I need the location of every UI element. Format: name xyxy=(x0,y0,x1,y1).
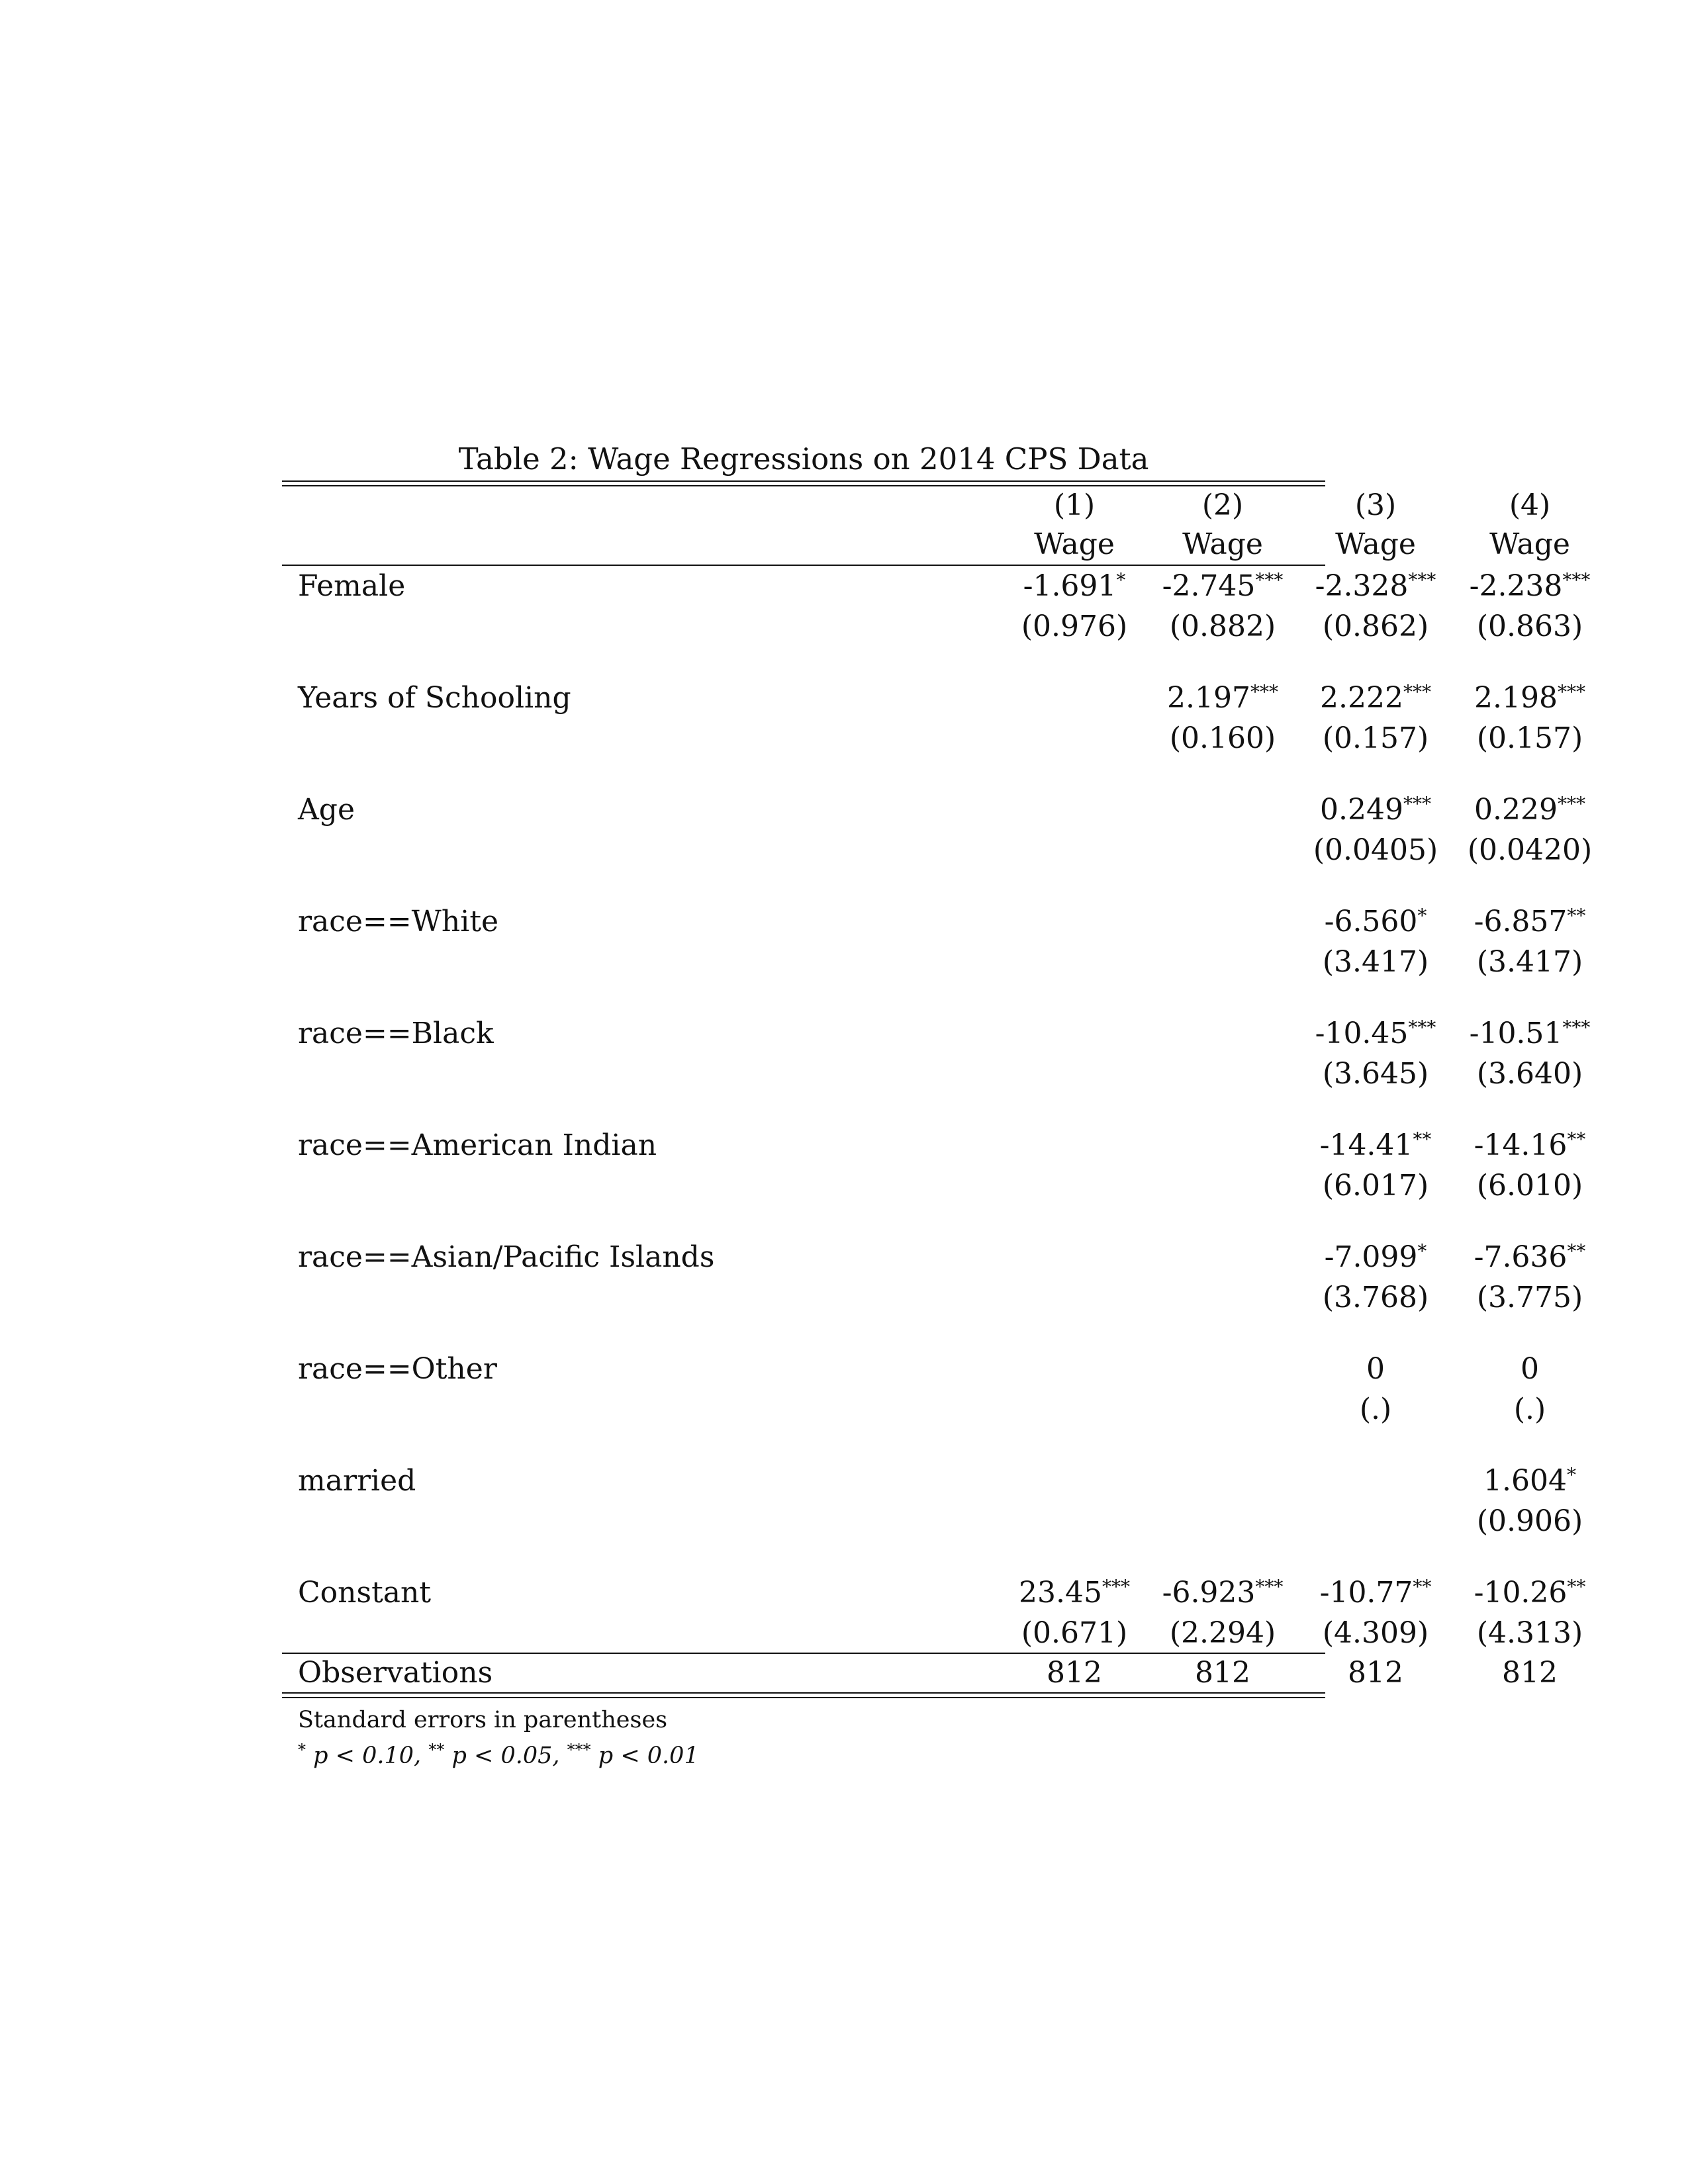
coefficient-value: 2.222 xyxy=(1320,681,1403,715)
standard-error-cell: (4.309) xyxy=(1322,1616,1429,1650)
coefficient-value: 2.197 xyxy=(1167,681,1250,715)
standard-error-cell: (3.645) xyxy=(1322,1057,1429,1091)
standard-error-cell: (0.862) xyxy=(1322,610,1429,643)
coefficient-cell xyxy=(1299,1013,1452,1054)
row-label: race==American Indian xyxy=(298,1128,657,1162)
significance-stars: * xyxy=(1417,905,1427,927)
coefficient-cell xyxy=(1454,901,1606,942)
row-label: married xyxy=(298,1464,416,1498)
significance-stars: *** xyxy=(1403,681,1431,703)
standard-error-row xyxy=(282,1165,1583,1205)
standard-error-cell: (2.294) xyxy=(1169,1616,1276,1650)
coefficient-row xyxy=(282,1013,1591,1054)
bottom-rule-inner xyxy=(282,1697,1325,1698)
standard-error-cell: (0.671) xyxy=(1021,1616,1128,1650)
row-label: Constant xyxy=(298,1576,432,1610)
sig-mark: ** xyxy=(428,1741,445,1759)
row-spacer xyxy=(282,758,1325,790)
coefficient-value: -10.77 xyxy=(1319,1576,1413,1610)
significance-stars: * xyxy=(1417,1240,1427,1262)
standard-error-cell: (6.017) xyxy=(1322,1169,1429,1203)
coefficient-cell xyxy=(1454,1572,1606,1613)
standard-error-row xyxy=(282,718,1583,758)
coefficient-cell xyxy=(998,566,1150,606)
table-caption: Table 2: Wage Regressions on 2014 CPS Data xyxy=(458,441,1149,477)
coefficient-value: -2.745 xyxy=(1162,569,1256,603)
row-spacer xyxy=(282,646,1325,678)
standard-error-cell: (3.768) xyxy=(1322,1281,1429,1314)
column-number: (4) xyxy=(1509,488,1551,522)
sig-text: p < 0.10, xyxy=(313,1743,422,1769)
coefficient-cell xyxy=(1454,1125,1606,1165)
observations-row xyxy=(282,1654,1558,1692)
coefficient-cell xyxy=(1299,678,1452,718)
coefficient-value: 2.198 xyxy=(1474,681,1558,715)
coefficient-cell xyxy=(1299,790,1452,830)
coefficient-cell xyxy=(1299,1572,1452,1613)
observations-value: 812 xyxy=(1502,1656,1558,1690)
coefficient-value: 0 xyxy=(1521,1352,1539,1386)
significance-stars: *** xyxy=(1403,793,1431,815)
coefficient-row xyxy=(282,1349,1539,1389)
coefficient-value: -7.099 xyxy=(1324,1240,1418,1274)
coefficient-cell xyxy=(1454,1237,1606,1277)
row-label: race==Black xyxy=(298,1017,494,1050)
significance-stars: *** xyxy=(1408,1017,1436,1038)
coefficient-cell xyxy=(1299,901,1452,942)
coefficient-value: -7.636 xyxy=(1474,1240,1568,1274)
column-number: (3) xyxy=(1354,488,1397,522)
coefficient-value: 0 xyxy=(1366,1352,1385,1386)
coefficient-value: -10.45 xyxy=(1315,1017,1409,1050)
row-label: Years of Schooling xyxy=(298,681,571,715)
coefficient-row xyxy=(282,1461,1576,1501)
significance-stars: *** xyxy=(1255,1576,1284,1598)
observations-value: 812 xyxy=(1348,1656,1403,1690)
significance-stars: ** xyxy=(1413,1576,1432,1598)
column-depvar: Wage xyxy=(1034,527,1115,561)
significance-stars: ** xyxy=(1413,1128,1432,1150)
observations-value: 812 xyxy=(1047,1656,1102,1690)
row-spacer xyxy=(282,1205,1325,1237)
significance-stars: *** xyxy=(1408,569,1436,591)
significance-stars: *** xyxy=(1557,793,1585,815)
coefficient-cell xyxy=(1454,1013,1606,1054)
coefficient-value: -10.26 xyxy=(1474,1576,1568,1610)
row-label: race==Other xyxy=(298,1352,497,1386)
standard-error-row xyxy=(282,1389,1546,1429)
row-spacer xyxy=(282,1541,1325,1572)
standard-error-row xyxy=(282,1277,1583,1317)
coefficient-value: -14.16 xyxy=(1474,1128,1568,1162)
coefficient-cell xyxy=(1299,566,1452,606)
coefficient-row xyxy=(282,1237,1586,1277)
coefficient-value: -1.691 xyxy=(1023,569,1117,603)
coefficient-cell xyxy=(1454,790,1606,830)
standard-error-cell: (.) xyxy=(1513,1392,1546,1426)
row-label: race==Asian/Pacific Islands xyxy=(298,1240,715,1274)
coefficient-cell xyxy=(1299,1125,1452,1165)
standard-error-cell: (0.160) xyxy=(1169,721,1276,755)
standard-error-row xyxy=(282,942,1583,981)
standard-error-cell: (0.157) xyxy=(1476,721,1583,755)
standard-error-cell: (3.417) xyxy=(1476,945,1583,979)
row-label: race==White xyxy=(298,905,499,938)
row-spacer xyxy=(282,981,1325,1013)
coefficient-value: -6.857 xyxy=(1474,905,1568,938)
column-depvar: Wage xyxy=(1489,527,1570,561)
significance-stars: ** xyxy=(1567,1240,1586,1262)
standard-error-row xyxy=(282,1054,1583,1093)
regression-table xyxy=(282,441,1593,1698)
significance-stars: ** xyxy=(1567,905,1586,927)
standard-error-cell: (3.640) xyxy=(1476,1057,1583,1091)
row-spacer xyxy=(282,1093,1325,1125)
significance-stars: *** xyxy=(1557,681,1585,703)
coefficient-value: -14.41 xyxy=(1319,1128,1413,1162)
coefficient-row xyxy=(282,901,1586,942)
coefficient-value: -2.328 xyxy=(1315,569,1409,603)
coefficient-row xyxy=(282,566,1591,606)
column-depvar: Wage xyxy=(1182,527,1263,561)
standard-error-cell: (0.157) xyxy=(1322,721,1429,755)
significance-stars: *** xyxy=(1562,1017,1591,1038)
sig-text: p < 0.05, xyxy=(451,1743,560,1769)
significance-stars: *** xyxy=(1102,1576,1130,1598)
significance-stars: * xyxy=(1566,1464,1576,1486)
sig-text: p < 0.01 xyxy=(598,1743,699,1769)
standard-error-cell: (0.882) xyxy=(1169,610,1276,643)
coefficient-cell xyxy=(1147,566,1299,606)
sig-mark: *** xyxy=(567,1741,591,1759)
significance-stars: *** xyxy=(1250,681,1278,703)
standard-error-cell: (6.010) xyxy=(1476,1169,1583,1203)
standard-error-cell: (.) xyxy=(1359,1392,1392,1426)
significance-stars: *** xyxy=(1562,569,1591,591)
column-depvar-row xyxy=(282,525,1570,565)
column-number: (2) xyxy=(1201,488,1244,522)
coefficient-value: 23.45 xyxy=(1019,1576,1102,1610)
coefficient-value: 0.249 xyxy=(1320,793,1403,827)
observations-value: 812 xyxy=(1195,1656,1250,1690)
row-spacer xyxy=(282,1317,1325,1349)
standard-error-row xyxy=(282,1613,1583,1653)
standard-error-cell: (0.0420) xyxy=(1467,833,1593,867)
coefficient-cell xyxy=(1454,1349,1606,1389)
coefficient-value: -10.51 xyxy=(1469,1017,1563,1050)
significance-stars: ** xyxy=(1567,1576,1586,1598)
row-spacer xyxy=(282,870,1325,901)
standard-error-cell: (3.417) xyxy=(1322,945,1429,979)
standard-error-row xyxy=(282,606,1583,646)
standard-error-cell: (0.863) xyxy=(1476,610,1583,643)
coefficient-value: -2.238 xyxy=(1469,569,1563,603)
standard-error-cell: (4.313) xyxy=(1476,1616,1583,1650)
coefficient-cell xyxy=(1454,678,1606,718)
significance-stars: *** xyxy=(1255,569,1284,591)
table-notes xyxy=(282,1702,699,1774)
standard-error-row xyxy=(282,830,1593,870)
coefficient-value: 0.229 xyxy=(1474,793,1558,827)
row-label: Female xyxy=(298,569,406,603)
se-note: Standard errors in parentheses xyxy=(298,1707,668,1733)
standard-error-cell: (0.0405) xyxy=(1313,833,1438,867)
standard-error-row xyxy=(282,1501,1583,1541)
significance-stars: ** xyxy=(1567,1128,1586,1150)
column-number: (1) xyxy=(1053,488,1096,522)
coefficient-cell xyxy=(1299,1349,1452,1389)
coefficient-cell xyxy=(1147,1572,1299,1613)
coefficient-row xyxy=(282,1572,1586,1613)
column-depvar: Wage xyxy=(1335,527,1416,561)
coefficient-cell xyxy=(1454,1461,1606,1501)
row-label: Observations xyxy=(298,1656,493,1690)
coefficient-value: -6.923 xyxy=(1162,1576,1256,1610)
coefficient-cell xyxy=(1454,566,1606,606)
coefficient-row xyxy=(282,1125,1586,1165)
table-body xyxy=(282,566,1593,1653)
coefficient-cell xyxy=(1147,678,1299,718)
coefficient-row xyxy=(282,790,1585,830)
row-label: Age xyxy=(298,793,355,827)
standard-error-cell: (0.976) xyxy=(1021,610,1128,643)
coefficient-cell xyxy=(998,1572,1150,1613)
row-spacer xyxy=(282,1429,1325,1461)
standard-error-cell: (3.775) xyxy=(1476,1281,1583,1314)
coefficient-cell xyxy=(1299,1237,1452,1277)
sig-mark: * xyxy=(298,1741,306,1759)
column-number-row xyxy=(282,486,1551,525)
coefficient-value: 1.604 xyxy=(1483,1464,1567,1498)
standard-error-cell: (0.906) xyxy=(1476,1504,1583,1538)
significance-stars: * xyxy=(1116,569,1126,591)
coefficient-value: -6.560 xyxy=(1324,905,1418,938)
significance-note xyxy=(282,1738,699,1774)
coefficient-row xyxy=(282,678,1585,718)
